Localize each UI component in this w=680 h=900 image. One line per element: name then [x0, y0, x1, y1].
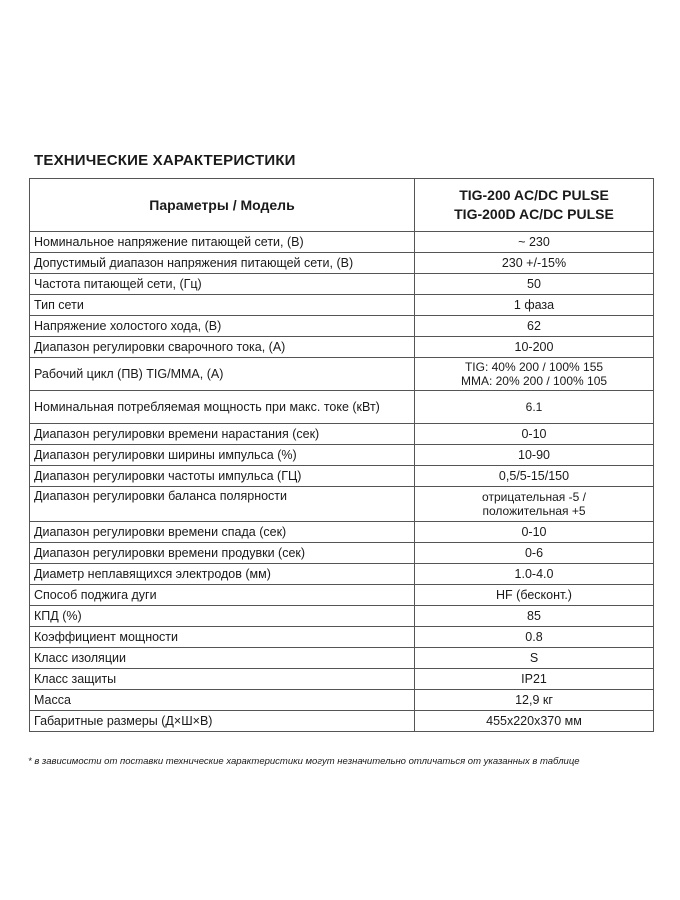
row-param: Диапазон регулировки баланса полярности	[30, 487, 415, 522]
row-value-line-2: положительная +5	[482, 504, 586, 518]
row-param: Диапазон регулировки сварочного тока, (А)	[30, 337, 415, 358]
table-row	[30, 669, 654, 690]
table-header-row	[30, 179, 654, 232]
table-row	[30, 564, 654, 585]
table-row	[30, 711, 654, 732]
row-param: Масса	[30, 690, 415, 711]
row-param: Номинальное напряжение питающей сети, (В)	[30, 232, 415, 253]
row-param: Рабочий цикл (ПВ) TIG/MMA, (А)	[30, 358, 415, 391]
row-value: 1.0-4.0	[415, 564, 654, 585]
table-row	[30, 522, 654, 543]
row-param: Напряжение холостого хода, (В)	[30, 316, 415, 337]
row-value: 1 фаза	[415, 295, 654, 316]
row-value: HF (бесконт.)	[415, 585, 654, 606]
row-param: Диапазон регулировки времени нарастания (сек)	[30, 424, 415, 445]
header-param: Параметры / Модель	[30, 179, 415, 232]
table-row	[30, 585, 654, 606]
table-row	[30, 274, 654, 295]
row-param: Диапазон регулировки частоты импульса (ГЦ)	[30, 466, 415, 487]
row-param: Диапазон регулировки времени продувки (сек)	[30, 543, 415, 564]
row-value: 10-200	[415, 337, 654, 358]
table-row	[30, 337, 654, 358]
row-value: 6.1	[415, 391, 654, 424]
table-row	[30, 253, 654, 274]
row-value-line-1: отрицательная -5 /	[482, 490, 586, 504]
table-row	[30, 627, 654, 648]
table-row	[30, 606, 654, 627]
table-row	[30, 232, 654, 253]
row-param: Допустимый диапазон напряжения питающей сети, (В)	[30, 253, 415, 274]
row-param: Способ поджига дуги	[30, 585, 415, 606]
table-row	[30, 690, 654, 711]
row-param: Коэффициент мощности	[30, 627, 415, 648]
row-value-line-1: TIG: 40% 200 / 100% 155	[464, 360, 604, 374]
table-row	[30, 316, 654, 337]
table-row	[30, 487, 654, 522]
table-row	[30, 466, 654, 487]
row-value: ~ 230	[415, 232, 654, 253]
row-value: 0-6	[415, 543, 654, 564]
row-value-line-2: MMA: 20% 200 / 100% 105	[460, 374, 608, 388]
row-param: Габаритные размеры (Д×Ш×В)	[30, 711, 415, 732]
row-value: 50	[415, 274, 654, 295]
row-param: Диаметр неплавящихся электродов (мм)	[30, 564, 415, 585]
row-param: КПД (%)	[30, 606, 415, 627]
row-param: Номинальная потребляемая мощность при макс. токе (кВт)	[30, 391, 415, 424]
row-value: 0-10	[415, 424, 654, 445]
table-row	[30, 648, 654, 669]
row-param: Класс защиты	[30, 669, 415, 690]
row-value: S	[415, 648, 654, 669]
row-value: 0.8	[415, 627, 654, 648]
row-value: 230 +/-15%	[415, 253, 654, 274]
header-model	[415, 179, 654, 232]
row-value: 0-10	[415, 522, 654, 543]
table-row	[30, 358, 654, 391]
row-param: Диапазон регулировки ширины импульса (%)	[30, 445, 415, 466]
model-line-1: TIG-200 AC/DC PULSE	[459, 187, 609, 203]
row-value: 455x220x370 мм	[415, 711, 654, 732]
model-line-2: TIG-200D AC/DC PULSE	[454, 206, 614, 222]
row-value: IP21	[415, 669, 654, 690]
row-param: Тип сети	[30, 295, 415, 316]
table-row	[30, 543, 654, 564]
page-title: ТЕХНИЧЕСКИЕ ХАРАКТЕРИСТИКИ	[34, 152, 296, 169]
row-value: 12,9 кг	[415, 690, 654, 711]
table-row	[30, 445, 654, 466]
row-value: 10-90	[415, 445, 654, 466]
row-param: Частота питающей сети, (Гц)	[30, 274, 415, 295]
row-value: 62	[415, 316, 654, 337]
row-value: 85	[415, 606, 654, 627]
table-row	[30, 424, 654, 445]
row-value: 0,5/5-15/150	[415, 466, 654, 487]
table-row	[30, 295, 654, 316]
spec-table	[29, 178, 654, 732]
row-param: Класс изоляции	[30, 648, 415, 669]
row-value	[415, 487, 654, 522]
row-param: Диапазон регулировки времени спада (сек)	[30, 522, 415, 543]
table-row	[30, 391, 654, 424]
footnote: * в зависимости от поставки технические характеристики могут незначительно отличаться от указанных в таблице	[28, 756, 580, 767]
row-value	[415, 358, 654, 391]
